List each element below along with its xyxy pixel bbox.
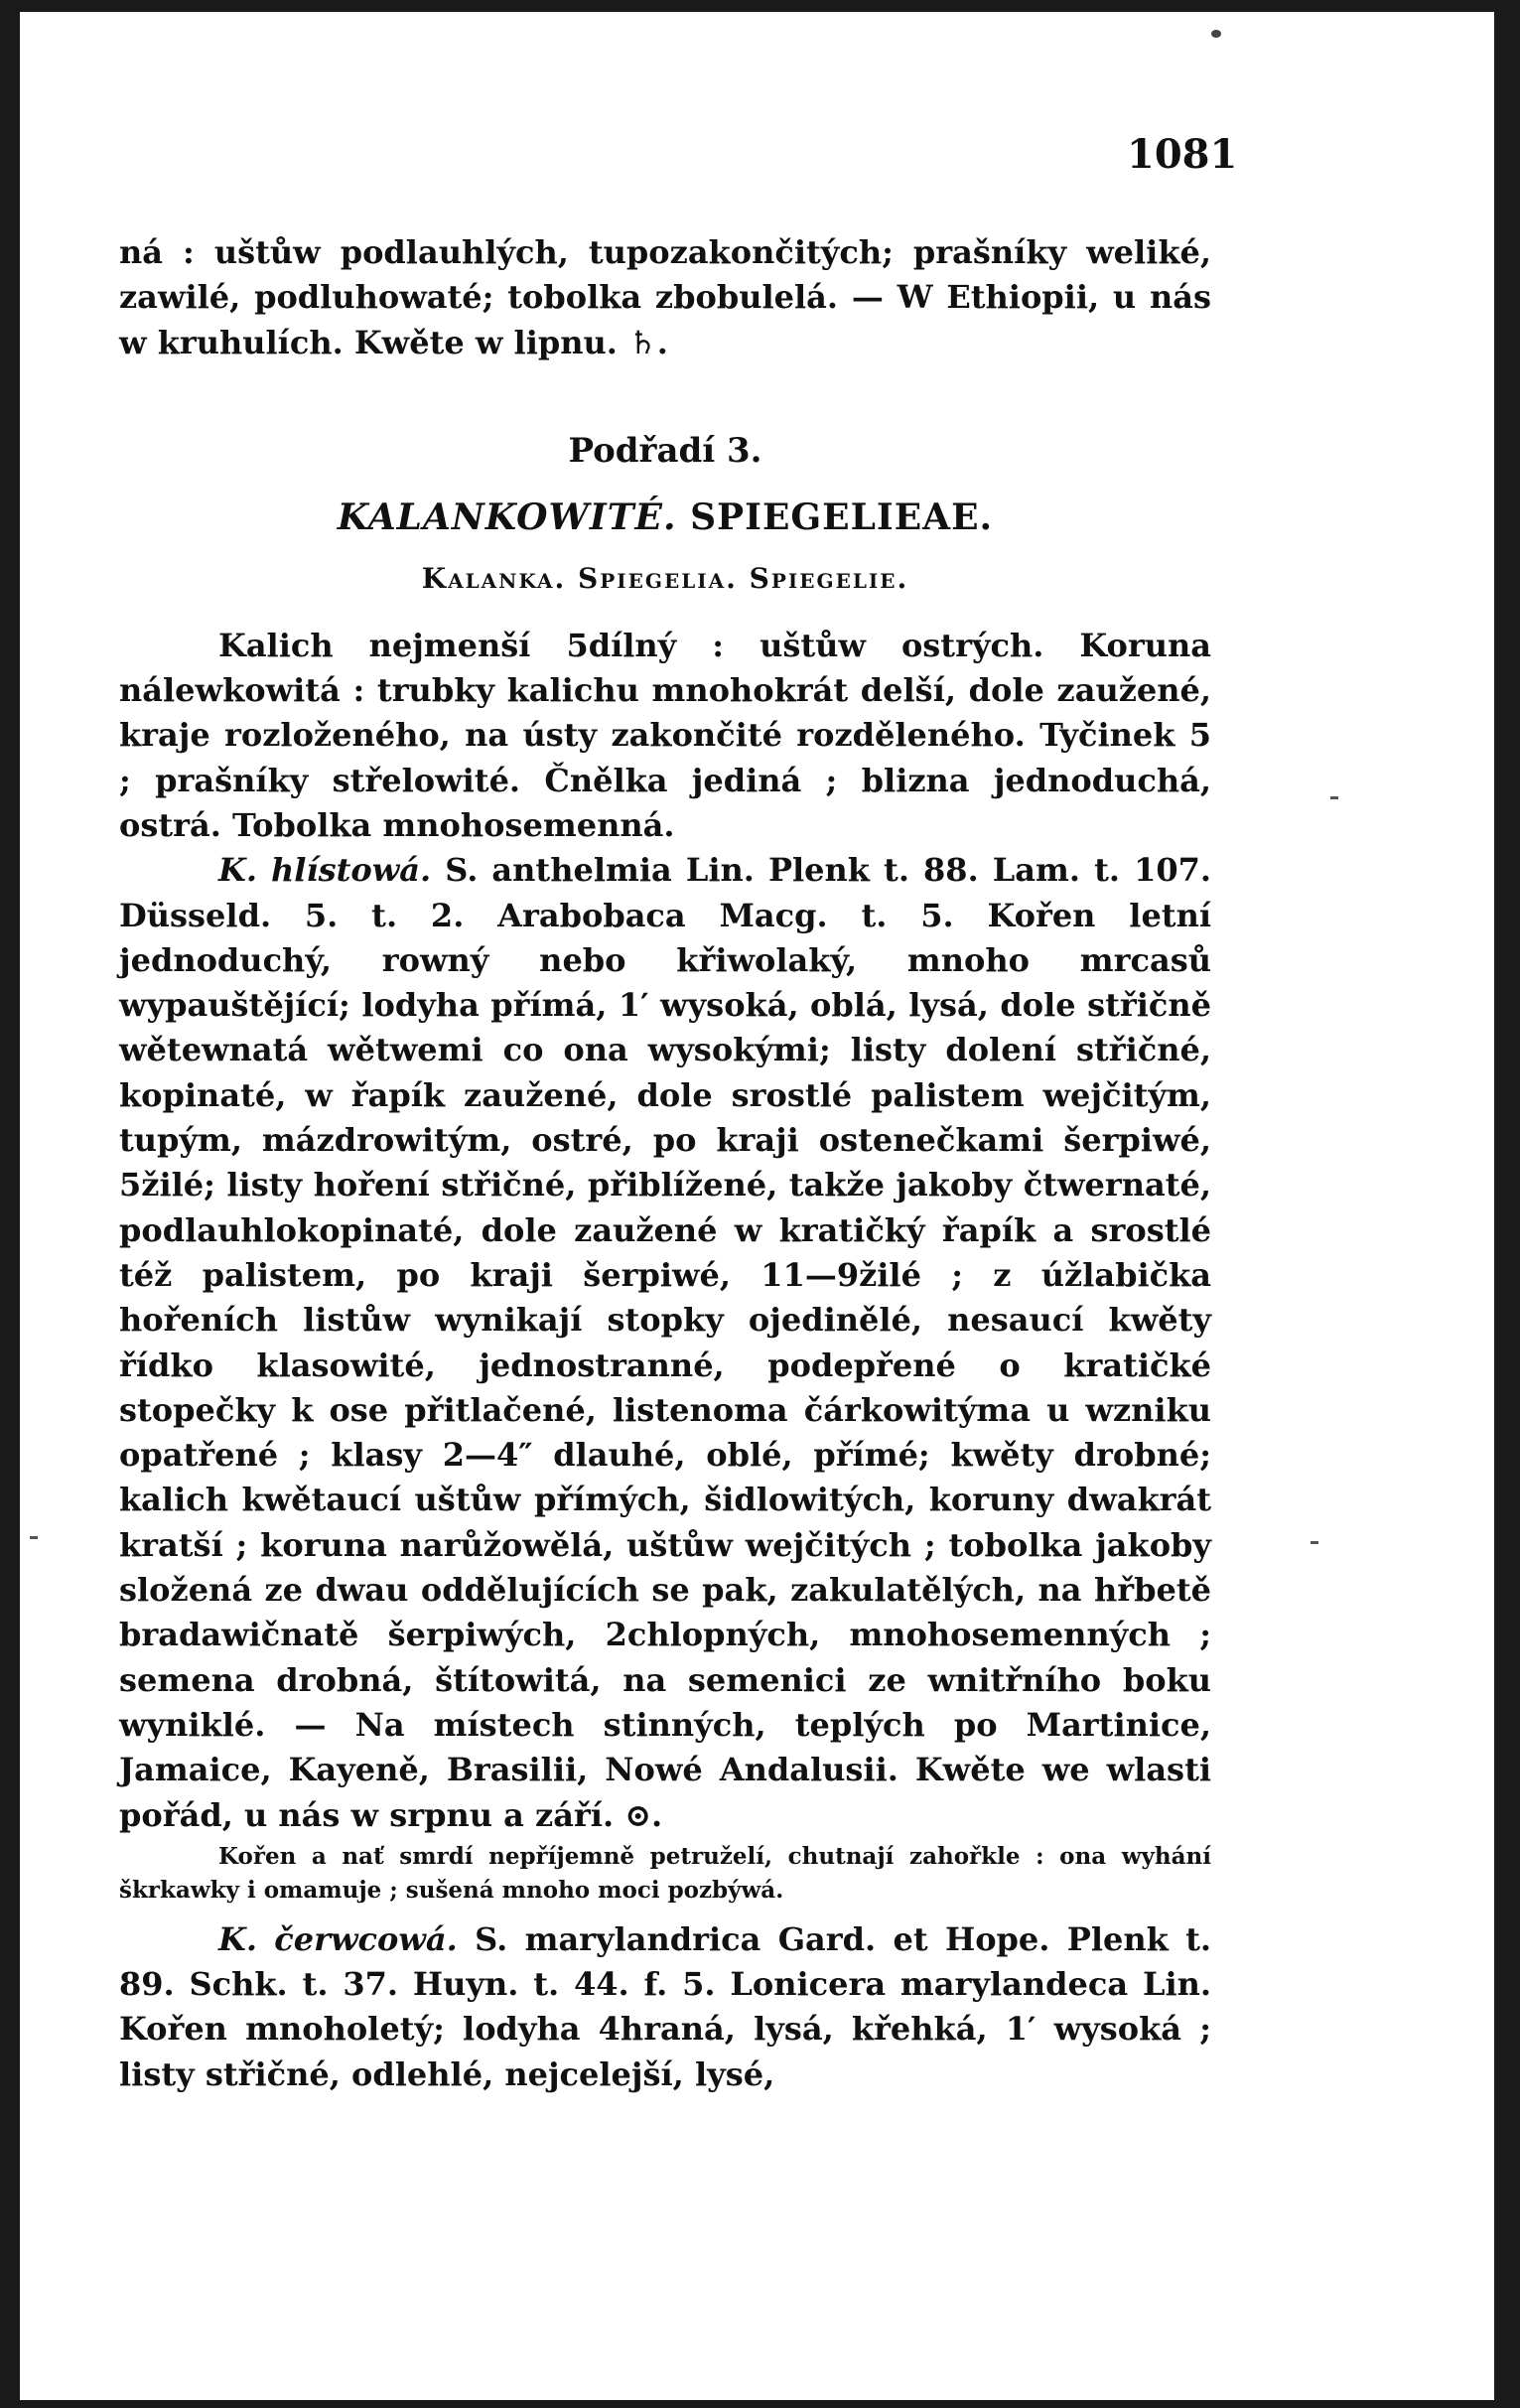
suborder-heading: Podřadí 3. (568, 430, 762, 471)
species-2-description: S. marylandrica Gard. et Hope. Plenk t. 89. Schk. t. 37. Huyn. t. 44. f. 5. Lonicera marylandeca Lin. Kořen mnoholetý; lodyha 4hraná, lysá, křehká, 1′ wysoká ; listy střičné, odlehlé, nejcelejší, lysé, (119, 1919, 1212, 2093)
species-2-name: K. čerwcowá. (218, 1919, 458, 1958)
species-1-description: S. anthelmia Lin. Plenk t. 88. Lam. t. 107. Düsseld. 5. t. 2. Arabobaca Macg. t. 5. Kořen letní jednoduchý, rowný nebo křiwolaký, mnoho mrcasů wypauštějící; lodyha přímá, 1′ wysoká, oblá, lysá, dole střičně wětewnatá wětwemi co ona wysokými; listy dolení střičné, kopinaté, w řapík zaužené, dole srostlé palistem wejčitým, tupým, mázdrowitým, ostré, po kraji ostenečkami šerpiwé, 5žilé; listy hoření střičné, přiblížené, takže jakoby čtwernaté, podlauhlokopinaté, dole zaužené w kratičký řapík a srostlé též palistem, po kraji šerpiwé, 11—9žilé ; z úžlabička hořeních listůw wynikají stopky ojedinělé, nesaucí kwěty řídko klasowité, jednostranné, podepřené o kratičké stopečky k ose přitlačené, listenoma čárkowitýma u wzniku opatřené ; klasy 2—4″ dlauhé, oblé, přímé; kwěty drobné; kalich kwětaucí uštůw přímých, šidlowitých, koruny dwakrát kratší ; koruna narůžowělá, uštůw wejčitých ; tobolka jakoby složená ze dwau oddělujících se pak, zakulatělých, na hřbetě bradawičnatě šerpiwých, 2chlopných, mnohosemenných ; semena drobná, štítowitá, na semenici ze wnitřního boku wyniklé. — Na místech stinných, teplých po Martinice, Jamaice, Kayeně, Brasilii, Nowé Andalusii. Kwěte we wlasti pořád, u nás w srpnu a září. ⊙. (119, 851, 1212, 1834)
page-body (119, 230, 1211, 2097)
page-number: 1081 (1127, 131, 1238, 178)
family-heading (119, 496, 1211, 540)
margin-mark (30, 1536, 38, 1539)
species-1-note: Kořen a nať smrdí nepříjemně petruželí, chutnají zahořkle : ona wyhání škrkawky i omamuje ; sušená mnoho moci pozbýwá. (119, 1842, 1211, 1904)
species-1-name: K. hlístowá. (218, 851, 432, 890)
margin-mark (1311, 1541, 1318, 1544)
family-latin-name: SPIEGELIEAE. (690, 496, 994, 539)
margin-mark (1330, 796, 1338, 799)
species-entry-2 (119, 1917, 1211, 2097)
species-entry-1 (119, 848, 1211, 1838)
print-speck (1211, 30, 1221, 38)
family-common-names: Kalanka. Spiegelia. Spiegelie. (421, 562, 909, 596)
book-page (20, 12, 1494, 2400)
family-description: Kalich nejmenší 5dílný : uštůw ostrých. Koruna nálewkowitá : trubky kalichu mnohokrát delší, dole zaužené, kraje rozloženého, na ústy zakončité rozděleného. Tyčinek 5 ; prašníky střelowité. Čnělka jediná ; blizna jednoduchá, ostrá. Tobolka mnohosemenná. (119, 626, 1211, 844)
continuation-paragraph: ná : uštůw podlauhlých, tupozakončitých; prašníky weliké, zawilé, podluhowaté; tobolka zbobulelá. — W Ethiopii, u nás w kruhulích. Kwěte w lipnu. ♄. (119, 233, 1211, 361)
family-czech-name: KALANKOWITÉ. (337, 496, 677, 539)
